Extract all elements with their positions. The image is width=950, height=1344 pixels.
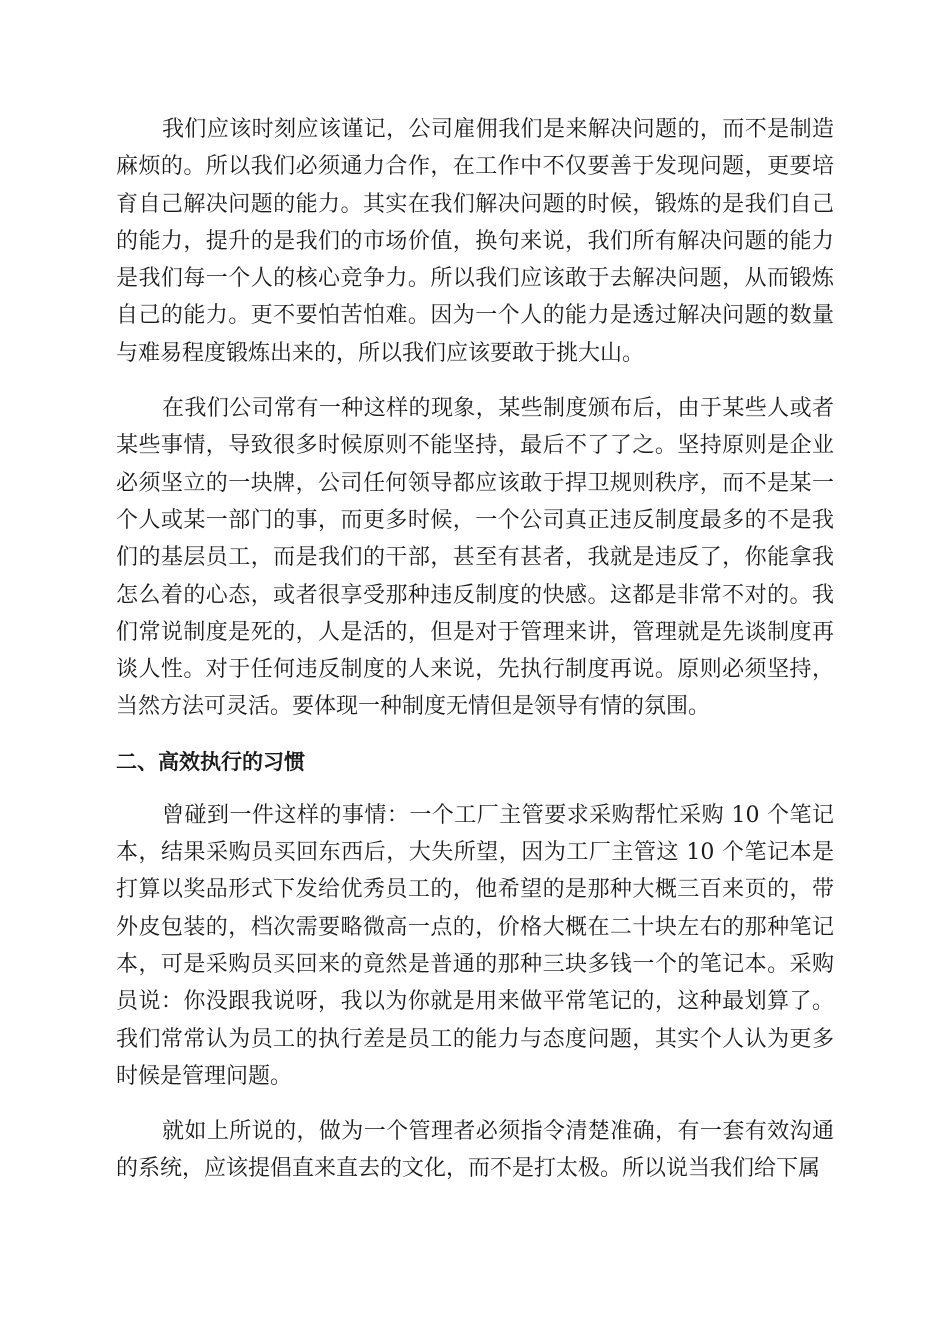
body-paragraph: 我们应该时刻应该谨记，公司雇佣我们是来解决问题的，而不是制造麻烦的。所以我们必须通力合作，在工作中不仅要善于发现问题，更要培育自己解决问题的能力。其实在我们解决问题的时候，锻炼的是我们自己的能力，提升的是我们的市场价值，换句来说，我们所有解决问题的能力是我们每一个人的核心竞争力。所以我们应该敢于去解决问题，从而锻炼自己的能力。更不要怕苦怕难。因为一个人的能力是透过解决问题的数量与难易程度锻炼出来的，所以我们应该要敢于挑大山。 xyxy=(116,117,834,366)
body-paragraph: 曾碰到一件这样的事情：一个工厂主管要求采购帮忙采购 10 个笔记本，结果采购员买回东西后，大失所望，因为工厂主管这 10 个笔记本是打算以奖品形式下发给优秀员工的，他希望的是那种大概三百来页的，带外皮包装的，档次需要略微高一点的，价格大概在二十块左右的那种笔记本，可是采购员买回来的竟然是普通的那种三块多钱一个的笔记本。采购员说：你没跟我说呀，我以为你就是用来做平常笔记的，这种最划算了。我们常常认为员工的执行差是员工的能力与态度问题，其实个人认为更多时候是管理问题。 xyxy=(116,802,834,1089)
body-paragraph: 在我们公司常有一种这样的现象，某些制度颁布后，由于某些人或者某些事情，导致很多时候原则不能坚持，最后不了了之。坚持原则是企业必须坚立的一块牌，公司任何领导都应该敢于捍卫规则秩序，而不是某一个人或某一部门的事，而更多时候，一个公司真正违反制度最多的不是我们的基层员工，而是我们的干部，甚至有甚者，我就是违反了，你能拿我怎么着的心态，或者很享受那种违反制度的快感。这都是非常不对的。我们常说制度是死的，人是活的，但是对于管理来讲，管理就是先谈制度再谈人性。对于任何违反制度的人来说，先执行制度再说。原则必须坚持，当然方法可灵活。要体现一种制度无情但是领导有情的氛围。 xyxy=(116,396,834,720)
document-page xyxy=(116,111,834,1188)
body-paragraph: 就如上所说的，做为一个管理者必须指令清楚准确，有一套有效沟通的系统，应该提倡直来直去的文化，而不是打太极。所以说当我们给下属 xyxy=(116,1119,834,1182)
section-heading: 二、高效执行的习惯 xyxy=(116,749,305,774)
